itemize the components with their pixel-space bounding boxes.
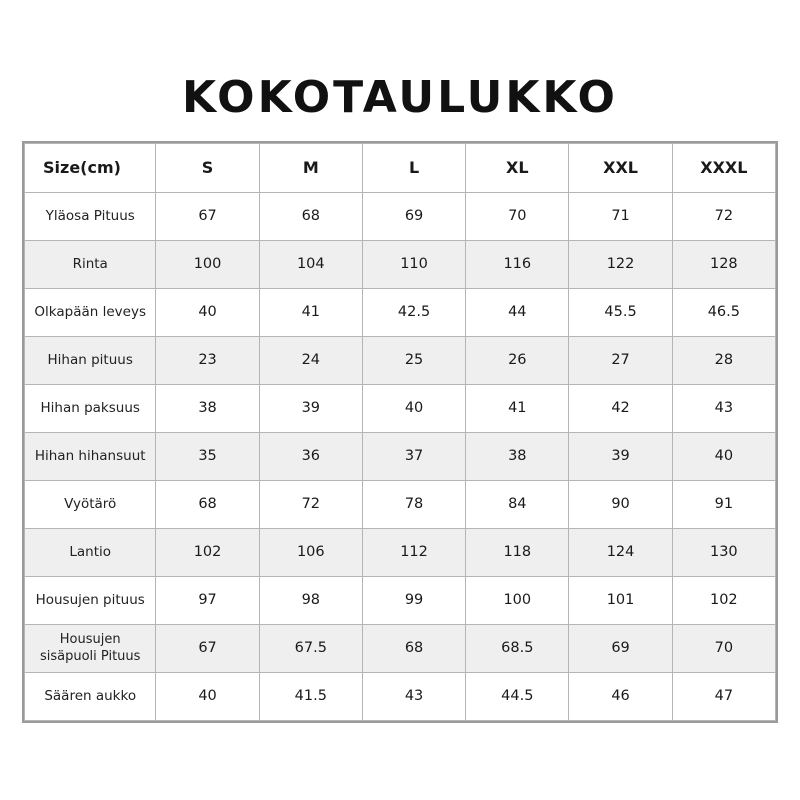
cell: 46: [569, 673, 672, 721]
cell: 28: [672, 337, 775, 385]
table-row: [25, 625, 776, 673]
cell: 130: [672, 529, 775, 577]
cell: 24: [259, 337, 362, 385]
cell: 41: [259, 289, 362, 337]
table-row: [25, 241, 776, 289]
cell: 40: [156, 673, 259, 721]
size-table-container: [22, 141, 778, 723]
row-label: Rinta: [25, 241, 156, 289]
column-header-s: S: [156, 144, 259, 193]
cell: 40: [156, 289, 259, 337]
cell: 35: [156, 433, 259, 481]
cell: 100: [156, 241, 259, 289]
cell: 43: [672, 385, 775, 433]
row-label: Yläosa Pituus: [25, 193, 156, 241]
cell: 44.5: [466, 673, 569, 721]
cell: 70: [672, 625, 775, 673]
cell: 42.5: [362, 289, 465, 337]
row-label: Hihan hihansuut: [25, 433, 156, 481]
cell: 97: [156, 577, 259, 625]
page-title: KOKOTAULUKKO: [182, 72, 618, 123]
cell: 100: [466, 577, 569, 625]
cell: 72: [672, 193, 775, 241]
cell: 112: [362, 529, 465, 577]
cell: 104: [259, 241, 362, 289]
table-row: [25, 289, 776, 337]
column-header-xl: XL: [466, 144, 569, 193]
cell: 40: [362, 385, 465, 433]
table-row: [25, 337, 776, 385]
row-label: Housujen sisäpuoli Pituus: [25, 625, 156, 673]
cell: 68: [362, 625, 465, 673]
cell: 39: [569, 433, 672, 481]
cell: 43: [362, 673, 465, 721]
row-label: Housujen pituus: [25, 577, 156, 625]
cell: 27: [569, 337, 672, 385]
cell: 45.5: [569, 289, 672, 337]
column-header-l: L: [362, 144, 465, 193]
cell: 78: [362, 481, 465, 529]
header-row: [25, 144, 776, 193]
cell: 116: [466, 241, 569, 289]
row-label: Hihan pituus: [25, 337, 156, 385]
table-row: [25, 481, 776, 529]
cell: 124: [569, 529, 672, 577]
cell: 42: [569, 385, 672, 433]
cell: 67: [156, 193, 259, 241]
row-label: Olkapään leveys: [25, 289, 156, 337]
table-row: [25, 529, 776, 577]
cell: 128: [672, 241, 775, 289]
cell: 102: [672, 577, 775, 625]
cell: 84: [466, 481, 569, 529]
cell: 23: [156, 337, 259, 385]
cell: 25: [362, 337, 465, 385]
cell: 99: [362, 577, 465, 625]
cell: 37: [362, 433, 465, 481]
table-row: [25, 577, 776, 625]
size-table: [24, 143, 776, 721]
table-row: [25, 193, 776, 241]
cell: 40: [672, 433, 775, 481]
cell: 69: [569, 625, 672, 673]
cell: 98: [259, 577, 362, 625]
cell: 38: [156, 385, 259, 433]
cell: 67: [156, 625, 259, 673]
cell: 110: [362, 241, 465, 289]
cell: 106: [259, 529, 362, 577]
table-header: [25, 144, 776, 193]
cell: 68: [259, 193, 362, 241]
cell: 68.5: [466, 625, 569, 673]
cell: 118: [466, 529, 569, 577]
cell: 71: [569, 193, 672, 241]
cell: 70: [466, 193, 569, 241]
cell: 102: [156, 529, 259, 577]
cell: 69: [362, 193, 465, 241]
row-label: Lantio: [25, 529, 156, 577]
cell: 38: [466, 433, 569, 481]
cell: 91: [672, 481, 775, 529]
cell: 41: [466, 385, 569, 433]
table-row: [25, 673, 776, 721]
cell: 39: [259, 385, 362, 433]
cell: 67.5: [259, 625, 362, 673]
column-header-xxxl: XXXL: [672, 144, 775, 193]
cell: 72: [259, 481, 362, 529]
cell: 36: [259, 433, 362, 481]
table-row: [25, 385, 776, 433]
table-row: [25, 433, 776, 481]
cell: 101: [569, 577, 672, 625]
row-label: Hihan paksuus: [25, 385, 156, 433]
row-label: Vyötärö: [25, 481, 156, 529]
column-header-xxl: XXL: [569, 144, 672, 193]
cell: 26: [466, 337, 569, 385]
row-label: Säären aukko: [25, 673, 156, 721]
column-header-size-unit: Size(cm): [25, 144, 156, 193]
cell: 46.5: [672, 289, 775, 337]
cell: 122: [569, 241, 672, 289]
column-header-m: M: [259, 144, 362, 193]
table-body: [25, 193, 776, 721]
cell: 47: [672, 673, 775, 721]
cell: 90: [569, 481, 672, 529]
cell: 41.5: [259, 673, 362, 721]
cell: 44: [466, 289, 569, 337]
cell: 68: [156, 481, 259, 529]
